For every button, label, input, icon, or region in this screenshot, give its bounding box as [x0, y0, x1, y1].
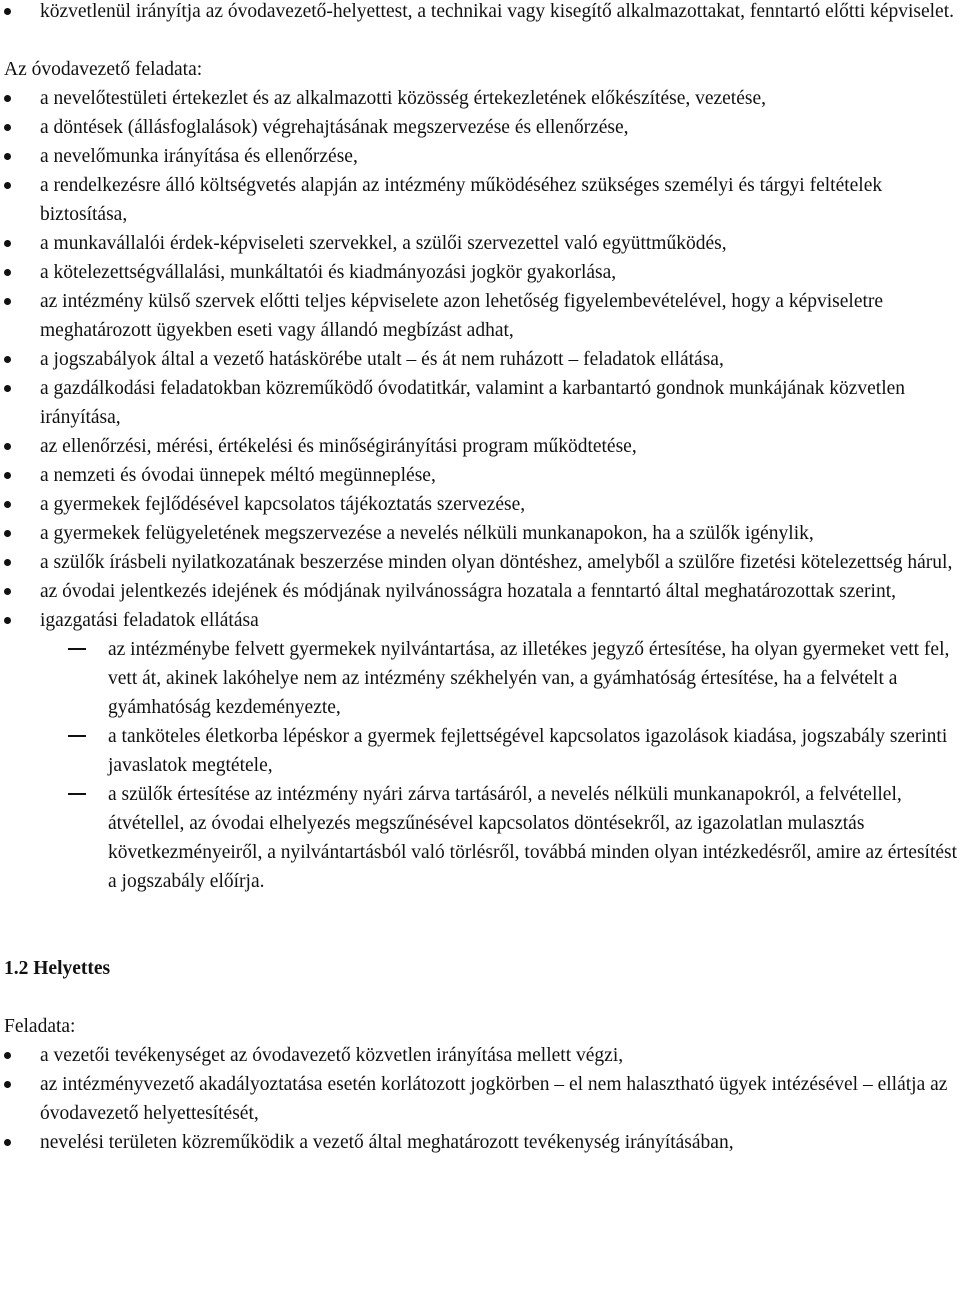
list-item-text: az óvodai jelentkezés idejének és módjának nyilvánosságra hozatala a fenntartó által meghatározottak szerint,	[40, 581, 897, 602]
bullet-icon	[0, 1070, 40, 1099]
bullet-icon	[0, 606, 40, 635]
bullet-icon	[0, 577, 40, 606]
list-item	[0, 577, 960, 606]
deputy-section-label: Feladata:	[4, 1016, 76, 1037]
list-item	[0, 229, 960, 258]
spacer	[0, 26, 960, 55]
list-item	[0, 1128, 960, 1157]
list-item	[0, 142, 960, 171]
bullet-icon	[0, 519, 40, 548]
bullet-icon	[0, 461, 40, 490]
spacer	[0, 896, 960, 954]
bullet-icon	[0, 113, 40, 142]
bullet-icon	[0, 258, 40, 287]
list-item-text: a gazdálkodási feladatokban közreműködő óvodatitkár, valamint a karbantartó gondnok munkájának közvetlen irányítása,	[40, 378, 906, 428]
list-item-text: a nevelőmunka irányítása és ellenőrzése,	[40, 146, 358, 167]
list-item	[0, 374, 960, 432]
bullet-icon	[0, 0, 40, 26]
list-item	[0, 432, 960, 461]
list-item	[0, 1070, 960, 1128]
leader-duties-list	[0, 84, 960, 896]
list-item-text: az intézményvezető akadályoztatása esetén korlátozott jogkörben – el nem halasztható ügyek intézésével – ellátja az óvodavezető helyettesítését,	[40, 1074, 948, 1124]
list-item	[0, 461, 960, 490]
bullet-icon	[0, 1041, 40, 1070]
bullet-icon	[0, 432, 40, 461]
list-item-text: igazgatási feladatok ellátása	[40, 610, 259, 631]
section-title: 1.2 Helyettes	[4, 958, 111, 979]
list-item-text: a gyermekek fejlődésével kapcsolatos tájékoztatás szervezése,	[40, 494, 526, 515]
admin-subitems-list	[0, 635, 960, 896]
top-bullet-list	[0, 0, 960, 26]
list-item-text: a vezetői tevékenységet az óvodavezető közvetlen irányítása mellett végzi,	[40, 1045, 624, 1066]
list-item	[0, 84, 960, 113]
bullet-icon	[0, 142, 40, 171]
list-item	[0, 548, 960, 577]
bullet-icon	[0, 229, 40, 258]
list-item-text: a nevelőtestületi értekezlet és az alkalmazotti közösség értekezletének előkészítése, vezetése,	[40, 88, 767, 109]
bullet-icon	[0, 287, 40, 316]
list-item-text: nevelési területen közreműködik a vezető által meghatározott tevékenység irányításában,	[40, 1132, 734, 1153]
spacer	[0, 983, 960, 1012]
list-item-text: a gyermekek felügyeletének megszervezése a nevelés nélküli munkanapokon, ha a szülők igénylik,	[40, 523, 814, 544]
list-item	[0, 171, 960, 229]
bullet-icon	[0, 345, 40, 374]
list-item-text: a szülők írásbeli nyilatkozatának beszerzése minden olyan döntéshez, amelyből a szülőre fizetési kötelezettség hárul,	[40, 552, 953, 573]
sub-list-item	[0, 635, 960, 722]
list-item	[0, 0, 960, 26]
list-item	[0, 519, 960, 548]
list-item-text: a döntések (állásfoglalások) végrehajtásának megszervezése és ellenőrzése,	[40, 117, 629, 138]
dash-icon	[68, 793, 86, 795]
bullet-icon	[0, 490, 40, 519]
list-item	[0, 606, 960, 896]
bullet-icon	[0, 1128, 40, 1157]
bullet-icon	[0, 171, 40, 200]
deputy-duties-list	[0, 1041, 960, 1157]
list-item-text: a nemzeti és óvodai ünnepek méltó megünneplése,	[40, 465, 436, 486]
bullet-icon	[0, 84, 40, 113]
list-item-text: a jogszabályok által a vezető hatáskörébe utalt – és át nem ruházott – feladatok ellátása,	[40, 349, 724, 370]
bullet-icon	[0, 374, 40, 403]
dash-icon	[68, 735, 86, 737]
list-item-text: a munkavállalói érdek-képviseleti szervekkel, a szülői szervezettel való együttműködés,	[40, 233, 727, 254]
list-item-text: az ellenőrzési, mérési, értékelési és minőségirányítási program működtetése,	[40, 436, 637, 457]
list-item	[0, 1041, 960, 1070]
bullet-icon	[0, 548, 40, 577]
sub-list-item	[0, 780, 960, 896]
sub-list-item-text: az intézménybe felvett gyermekek nyilvántartása, az illetékes jegyző értesítése, ha olyan gyermeket vett fel, vett át, akinek lakóhelye nem az intézmény székhelyén van, a gyámhatóság értesítése, ha a felvételt a gyámhatóság kezdeményezte,	[108, 639, 950, 718]
list-item	[0, 258, 960, 287]
list-item	[0, 287, 960, 345]
list-item	[0, 113, 960, 142]
list-item-text: közvetlenül irányítja az óvodavezető-helyettest, a technikai vagy kisegítő alkalmazottakat, fenntartó előtti képviselet.	[40, 1, 954, 22]
leader-section-label: Az óvodavezető feladata:	[4, 59, 203, 80]
list-item-text: az intézmény külső szervek előtti teljes képviselete azon lehetőség figyelembevételével, hogy a képviseletre meghatározott ügyekben eseti vagy állandó megbízást adhat,	[40, 291, 884, 341]
list-item-text: a rendelkezésre álló költségvetés alapján az intézmény működéséhez szükséges személyi és tárgyi feltételek biztosítása,	[40, 175, 883, 225]
sub-list-item-text: a szülők értesítése az intézmény nyári zárva tartásáról, a nevelés nélküli munkanapokról, a felvétellel, átvétellel, az óvodai elhelyezés megszűnésével kapcsolatos döntésekről, az igazolatlan mulasztás következményeiről, a nyilvántartásból való törlésről, továbbá minden olyan intézkedésről, amire az értesítést a jogszabály előírja.	[108, 784, 958, 892]
dash-icon	[68, 648, 86, 650]
sub-list-item	[0, 722, 960, 780]
list-item-text: a kötelezettségvállalási, munkáltatói és kiadmányozási jogkör gyakorlása,	[40, 262, 617, 283]
sub-list-item-text: a tanköteles életkorba lépéskor a gyermek fejlettségével kapcsolatos igazolások kiadása, jogszabály szerinti javaslatok megtétele,	[108, 726, 948, 776]
list-item	[0, 490, 960, 519]
list-item	[0, 345, 960, 374]
